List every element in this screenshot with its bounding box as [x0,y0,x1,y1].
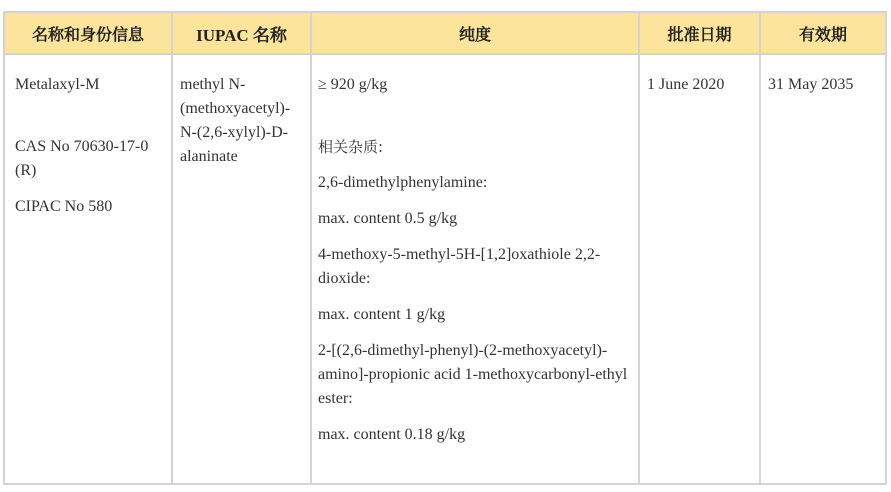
cell-expiry [760,54,886,484]
cell-approval-date [639,54,760,484]
header-name-identity: 名称和身份信息 [4,12,172,54]
cell-iupac-name [172,54,311,484]
table-row [4,54,886,484]
expiry-date: 31 May 2035 [768,76,854,93]
cas-number: CAS No 70630-17-0 (R) [15,138,149,179]
impurity-name: 2,6-dimethylphenylamine: [318,174,488,191]
impurity-limit: max. content 0.5 g/kg [318,210,458,227]
cell-name-identity [4,54,172,484]
purity-value: ≥ 920 g/kg [318,76,388,93]
cipac-number: CIPAC No 580 [15,198,113,215]
impurities-label: 相关杂质: [318,138,384,156]
header-iupac-name: IUPAC 名称 [172,12,311,54]
iupac-name: methyl N-(methoxyacetyl)-N-(2,6-xylyl)-D-alaninate [180,76,291,165]
approval-date: 1 June 2020 [647,76,725,93]
header-expiry: 有效期 [760,12,886,54]
header-purity: 纯度 [311,12,639,54]
registration-table [3,11,887,485]
cell-purity [311,54,639,484]
impurity-limit: max. content 0.18 g/kg [318,426,466,443]
substance-name: Metalaxyl-M [15,76,100,93]
impurity-limit: max. content 1 g/kg [318,306,446,323]
impurity-name: 2-[(2,6-dimethyl-phenyl)-(2-methoxyacetyl)-amino]-propionic acid 1-methoxycarbonyl-ethyl ester: [318,342,628,407]
header-approval-date: 批准日期 [639,12,760,54]
header-row [4,12,886,54]
impurity-name: 4-methoxy-5-methyl-5H-[1,2]oxathiole 2,2-dioxide: [318,246,601,287]
